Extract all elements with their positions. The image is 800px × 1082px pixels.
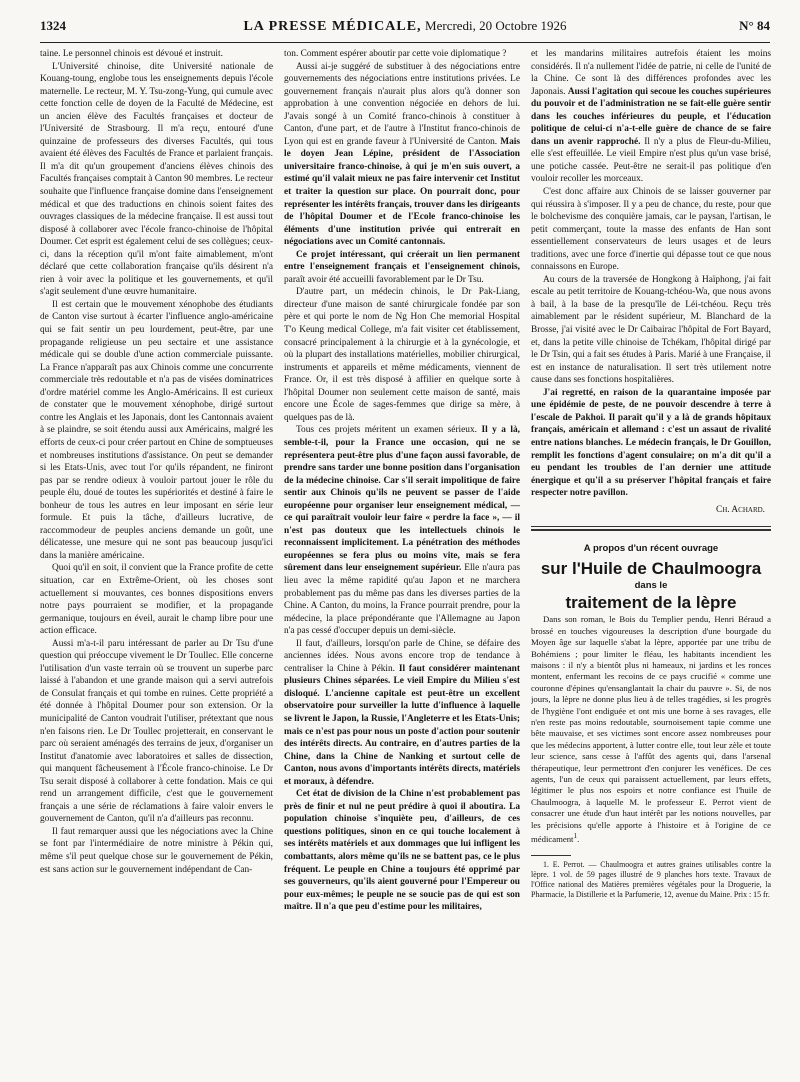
bold-text-run: Mais le doyen Jean Lépine, président de l'Association universitaire franco-chinoise, à qui je m'en suis ouvert, a estimé qu'il valait mieux ne pas faire intervenir cet Institut et traiter la question sur place. On pourrait donc, pour représenter les intérêts français, trouver dans les dirigeants de l'hôpital Doumer et de l'Ecole franco-chinoise les éléments d'une institution privée qui entrerait en négociations avec un Comité cantonnais. [284, 136, 520, 248]
text-run: Il n'y a plus de Fleur-du-Milieu, elle s'est effeuillée. Le vieil Empire n'est plus qu'un vase brisé, une potiche cassée. Peut-être ne serait-il pas politique d'en vouloir recoller les morceaux. [531, 136, 771, 185]
article-heading [531, 543, 771, 614]
article-title-line-2: traitement de la lèpre [565, 593, 737, 613]
page-number: 1324 [40, 18, 66, 33]
article-title-line-1: sur l'Huile de Chaulmoogra [540, 558, 762, 578]
text-run: et les mandarins militaires autrefois étaient les moins considérés. Il n'a nullement l'idée de patrie, ni celle de l'unité de la Chine. Ce sont là des différences profondes avec les Japonais. [531, 49, 771, 97]
journal-title: LA PRESSE MÉDICALE, [243, 19, 422, 34]
author-signature: Ch. Achard. [715, 504, 765, 515]
column-2 [284, 48, 520, 1072]
bold-text-run: Il faut considérer maintenant plusieurs Chines séparées. Le vieil Empire du Milieu s'est disloqué. L'ancienne capitale est peut-être un excellent observatoire pour surveiller la lutte d'influence à laquelle se livrent le Japon, la Russie, l'Angleterre et les Etats-Unis; mais ce n'est pas pour nous un poste d'action pour soutenir des intérêts directs. Au contraire, en d'autres parties de la Chine, dans la Chine de Nanking et surtout celle de Canton, nous avons d'importants intérêts directs, matériels et moraux, à défendre. [284, 663, 520, 787]
article-body: Dans son roman, le Bois du Templier pendu, Henri Béraud a brossé en touches vigoureuses la description d'une bourgade du Moyen âge sur laquelle s'abat la lèpre, apportée par une tribu de Bohémiens ; pour limiter le fléau, les habitants incendient les maisons : il n'y a bientôt plus ni hameaux, ni jardins et les ronces montent, enfermant les recoins de ce pays crucifié « comme une couronne d'épines qu'ensanglantait la chair du pauvre ». Si, de nos jours, la lèpre ne donne plus lieu à de telles tragédies, si les progrès de l'hygiène l'ont endiguée et ont mis une borne à ses ravages, elle n'en reste pas moins redoutable, sournoisement tapie comme une bête mauvaise, et ses victimes sont encore assez nombreuses pour que les médecins apportent, à lutter contre elle, tout leur zèle et toute leur science, sans cesse à l'affût des agents qui, dans l'arsenal thérapeutique, leur permettront d'en conjurer les venéfices. De ces agents, l'un de ceux qui paraissent actuellement, par leurs effets, légitimer le plus nos espoirs et notre confiance est l'huile de Chaulmoogra, à laquelle M. le professeur E. Perrot vient de consacrer une étude d'un haut intérêt par les notions nouvelles, par les précisions qu'elle apporte à l'histoire et à l'origine de ce médicament$^1$. [531, 614, 771, 844]
paragraph [284, 424, 520, 637]
bold-text-run: Aussi l'agitation qui secoue les couches supérieures du pouvoir et de l'administration ne se fait-elle guère sentir dans les couches inférieures du peuple, et l'éducation politique de celui-ci n'a-t-elle guère de chance de se faire dans un avenir rapproché. [531, 86, 771, 147]
page-header [40, 18, 770, 40]
text-run: Il faut, d'ailleurs, lorsqu'on parle de Chine, se défaire des anciennes idées. Nous avons encore trop de tendance à centraliser la Chine à Pékin. [284, 638, 520, 674]
paragraph [284, 638, 520, 789]
article-kicker: A propos d'un récent ouvrage [583, 543, 719, 555]
journal-masthead [40, 18, 770, 35]
text-run: Tous ces projets méritent un examen sérieux. [296, 425, 477, 436]
header-rule [40, 42, 770, 43]
paragraph: C'est donc affaire aux Chinois de se laisser gouverner par qui réussira à s'imposer. Il y a peu de chance, du reste, pour que le bolchevisme des conquière jamais, car le paysan, l'artisan, le petit commerçant, toute la masse des enfants de Han sont essentiellement conservateurs de leurs usages et de leurs traditions, avec une force d'inertie qui dépasse tout ce que nous connaissons en Europe. [531, 187, 771, 273]
article-title-connector: dans le [634, 579, 668, 591]
paragraph: Aussi m'a-t-il paru intéressant de parler au Dr Tsu d'une question qui préoccupe vivement le Dr Toullec. Elle concerne l'utilisation d'un vaste terrain où se trouvent un superbe parc laissé à l'abandon et une grande maison qui a servi autrefois de Consulat français et qui tombe en ruines. Cette propriété a été donnée à l'hôpital Doumer pour son extension. Or la municipalité de Canton voudrait l'utiliser, prétextant que nous n'en faisons rien. Le Dr Toullec projetterait, en conservant le parc où seraient aménagés des terrains de jeux, d'organiser un Institut d'anatomie avec laboratoires et salles de dissection, qui manquent fâcheusement à l'École franco-chinoise. Le Dr Tsu serait disposé à collaborer à cette fondation. Mais ce qui rend un arrangement difficile, c'est que le gouvernement français a une série de réclamations à faire valoir envers le gouvernement de Canton, qu'il n'a d'ailleurs pas reconnu. [40, 638, 273, 825]
paragraph: L'Université chinoise, dite Université nationale de Kouang-toung, englobe tous les enseignements depuis l'école maternelle. Le recteur, M. Y. Tsu-zong-Yung, qui cumule avec cette fonction celle de doyen de la Faculté de Médecine, est un ancien élève des Facultés françaises et docteur de l'Université de Strasbourg. Il m'a reçu, entouré d'une quinzaine de professeurs des diverses Facultés, qui tous avaient été élèves des Facultés de France et parlaient français. Il m'a dit qu'un groupement d'anciens élèves chinois des Facultés françaises comptait à Canton 90 membres. Le recteur souhaite que l'influence française domine dans l'enseignement médical et que des traductions en chinois soient faites des ouvrages classiques de la médecine française. Il est aussi tout disposé à collaborer avec l'école franco-chinoise de l'hôpital Doumer. Cet esprit est également celui de ses collègues; ceux-ci, dans la réception qu'il m'ont faite aimablement, m'ont déclaré que cette collaboration française qu'ils désirent n'a rien à voir avec la politique et les gouvernements, et qu'il s'agit seulement d'une œuvre humanitaire. [40, 61, 273, 298]
paragraph [531, 48, 771, 186]
bold-text-run: Il y a là, semble-t-il, pour la France une occasion, qui ne se représentera peut-être plus d'une façon aussi favorable, de prendre sans tarder une bonne position dans l'organisation de la médecine chinoise. Car s'il serait impolitique de faire sentir aux Chinois qu'ils ne peuvent se passer de l'aide européenne pour organiser leur enseignement médical, — ce qui paraîtrait vouloir leur faire « perdre la face », — il n'est pas douteux que les intellectuels chinois le reconnaissent implicitement. La pénétration des méthodes européennes se fera plus ou moins vite, mais se fera sûrement dans leur enseignement supérieur. [284, 425, 520, 574]
section-divider [531, 526, 771, 527]
text-run: paraît avoir été accueilli favorablement par le Dr Tsu. [284, 274, 484, 285]
article-body-text: Dans son roman, le Bois du Templier pendu, Henri Béraud a brossé en touches vigoureuses la description d'une bourgade du Moyen âge sur laquelle s'abat la lèpre, apportée par une tribu de Bohémiens ; pour limiter le fléau, les habitants incendient les maisons : il n'y a bientôt plus ni hameaux, ni jardins et les ronces montent, enfermant les recoins de ce pays crucifié « comme une couronne d'épines qu'ensanglantait la chair du pauvre ». Si, de nos jours, la lèpre ne donne plus lieu à de telles tragédies, si les progrès de l'hygiène l'ont endiguée et ont mis une borne à ses ravages, elle n'en reste pas moins redoutable, sournoisement tapie comme une bête mauvaise, et ses victimes sont encore assez nombreuses pour que les médecins apportent, à lutter contre elle, tout leur zèle et toute leur science, sans cesse à l'affût des agents qui, dans l'arsenal thérapeutique, leur permettront d'en conjurer les venéfices. De ces agents, l'un de ceux qui paraissent actuellement, par leurs effets, légitimer le plus nos espoirs et notre confiance est l'huile de Chaulmoogra, à laquelle M. le professeur E. Perrot vient de consacrer une étude d'un haut intérêt par les notions nouvelles, par les précisions qu'elle apporte à l'histoire et à l'origine de ce médicament [531, 614, 771, 844]
issue-date: Mercredi, 20 Octobre 1926 [425, 18, 567, 33]
footnote-rule [531, 855, 571, 856]
paragraph: J'ai regretté, en raison de la quarantaine imposée par une épidémie de peste, de ne pouvoir descendre à terre à l'escale de Pakhoi. Il paraît qu'il y a là de grands hôpitaux français, américain et allemand : c'est un assaut de rivalité entre nations blanches. Le médecin français, le Dr Gouillon, remplit les fonctions d'agent consulaire; on m'a dit qu'il a eu pendant les troubles de l'an dernier une attitude énergique et qu'il a su préserver l'hôpital français et faire respecter notre pavillon. [531, 387, 771, 499]
paragraph: Cet état de division de la Chine n'est probablement pas près de finir et nul ne peut prédire à quoi il aboutira. La population chinoise s'inquiète peu, d'ailleurs, de ces questions politiques, sinon en ce qui touche localement à ses intérêts matériels et aux dommages que lui infligent les combattants, alors même qu'ils ne se battent pas, ce le plus fréquent. Le peuple en Chine a toujours été opprimé par ses gouverneurs, qu'ils aient gouverné pour l'Empereur ou pour eux-mêmes; le peuple ne se soucie pas de qui est son maître. Il n'a que peu d'estime pour les militaires, [284, 789, 520, 913]
column-1 [40, 48, 273, 1072]
paragraph: taine. Le personnel chinois est dévoué et instruit. [40, 49, 223, 59]
paragraph: D'autre part, un médecin chinois, le Dr Pak-Liang, directeur d'une maison de santé chirurgicale fondée par son père et qui porte le nom de Ng Hon Che memorial Hospital T'o Keung medical College, m'a fait visiter cet établissement, consacré principalement à la chirurgie et à la gynécologie, et où la plupart des installations matérielles, mobilier chirurgical, instruments et appareils et même médicaments, viennent de France. Or, il est très disposé à affilier en quelque sorte à l'hôpital Doumer non seulement cette maison de santé, mais encore une École de sages-femmes que dirige sa mère, à quelques pas de là. [284, 287, 520, 423]
paragraph: Il est certain que le mouvement xénophobe des étudiants de Canton vise surtout à écarter l'influence anglo-américaine qui se fait sentir un peu lourdement, peut-être, par une propagande religieuse un peu sectaire et une assistance médicale qui se double d'une action commerciale puissante. La France n'apparaît pas aux Chinois comme une concurrente commerciale très redoutable et n'a pas de visées dominatrices d'ordre matériel comme les Anglo-Américains. Il est curieux de constater que le mouvement xénophobe, dirigé surtout contre les Anglais et les Japonais, dont les Cantonnais avaient à se plaindre, se soit étendu aussi aux Américains, malgré les efforts de ceux-ci pour créer partout en Chine de somptueuses et nombreuses institutions d'assistance. On peut se demander si les Etats-Unis, avec tout l'or qu'ils répandent, ne finiront pas par se rendre odieux à vouloir partout jouer le rôle du peuple élu, doué de toutes les supériorités et destiné à faire le bonheur de tous les autres en leur imposant en série leur formule. Et puis la tâche, d'ailleurs lucrative, de raccommodeur de peuples anciens demande un goût, une délicatesse, une mesure qui ne sont pas beaucoup jusqu'ici dans la manière américaine. [40, 299, 273, 561]
paragraph: ton. Comment espérer aboutir par cette voie diplomatique ? [284, 49, 507, 59]
text-run: Elle n'aura pas lieu avec la même rapidité qu'au Japon et ne marchera probablement pas du même pas dans les diverses parties de la Chine. A Canton, du moins, la France pourrait prendre, pour la médecine, la place prépondérante que l'Allemagne au Japon n'a pas cessé d'occuper depuis un demi-siècle. [284, 563, 520, 637]
paragraph [284, 249, 520, 287]
footnote: 1. E. Perrot. — Chaulmoogra et autres graines utilisables contre la lèpre. 1 vol. de 59 pages illustré de 9 planches hors texte. Travaux de l'Office national des Matières premières végétales pour la Droguerie, la Pharmacie, la Distillerie et la Parfumerie, 12, avenue du Maine. Prix : 15 fr. [531, 860, 771, 900]
paragraph: Il faut remarquer aussi que les négociations avec la Chine se font par l'intermédiaire de notre ministre à Pékin qui, même s'il peut quelque chose sur le gouvernement de Pékin, est sans action sur le gouvernement indépendant de Can- [40, 826, 273, 875]
text-run: Aussi ai-je suggéré de substituer à des négociations entre gouvernements des négociations entre institutions privées. Le gouvernement français n'aurait plus alors qu'à donner son approbation à une convention négociée en dehors de lui. J'avais songé à un Comité franco-chinois à constituer à Canton, d'une part, et de l'autre à l'Institut franco-chinois de Lyon qui est en grande faveur à l'Université de Canton. [284, 61, 520, 147]
paragraph: Quoi qu'il en soit, il convient que la France profite de cette situation, car en Extrême-Orient, où les choses sont actuellement si mouvantes, ces bonnes dispositions envers notre pays pourraient se modifier, et la propagande germanique, toujours en éveil, aurait le champ libre pour une action efficace. [40, 563, 273, 637]
section-divider-thick [531, 529, 771, 531]
column-3 [531, 48, 771, 1072]
footnote-marker: 1 [573, 832, 578, 841]
issue-number: N° 84 [739, 18, 770, 33]
paragraph: Au cours de la traversée de Hongkong à Haïphong, j'ai fait escale au petit territoire de Kouang-tchéou-Wa, que nous avons à bail, à la base de la presqu'île de Léi-tchéou. Reçu très aimablement par le résident supérieur, M. Blanchard de la Brosse, j'ai visité avec le Dr Caibairac l'hôpital de Fort Bayard, et, dans la petite ville chinoise de Tchékam, l'hôpital dirigé par le Dr Tsin, qui a fait ses études à Paris. Marié à une Française, il est en instance de naturalisation. Il sert très utilement notre cause dans ses fonctions hospitalières. [531, 274, 771, 386]
bold-text-run: Ce projet intéressant, qui créerait un lien permanent entre l'enseignement français et l'enseignement chinois, [284, 249, 520, 273]
paragraph [284, 61, 520, 249]
